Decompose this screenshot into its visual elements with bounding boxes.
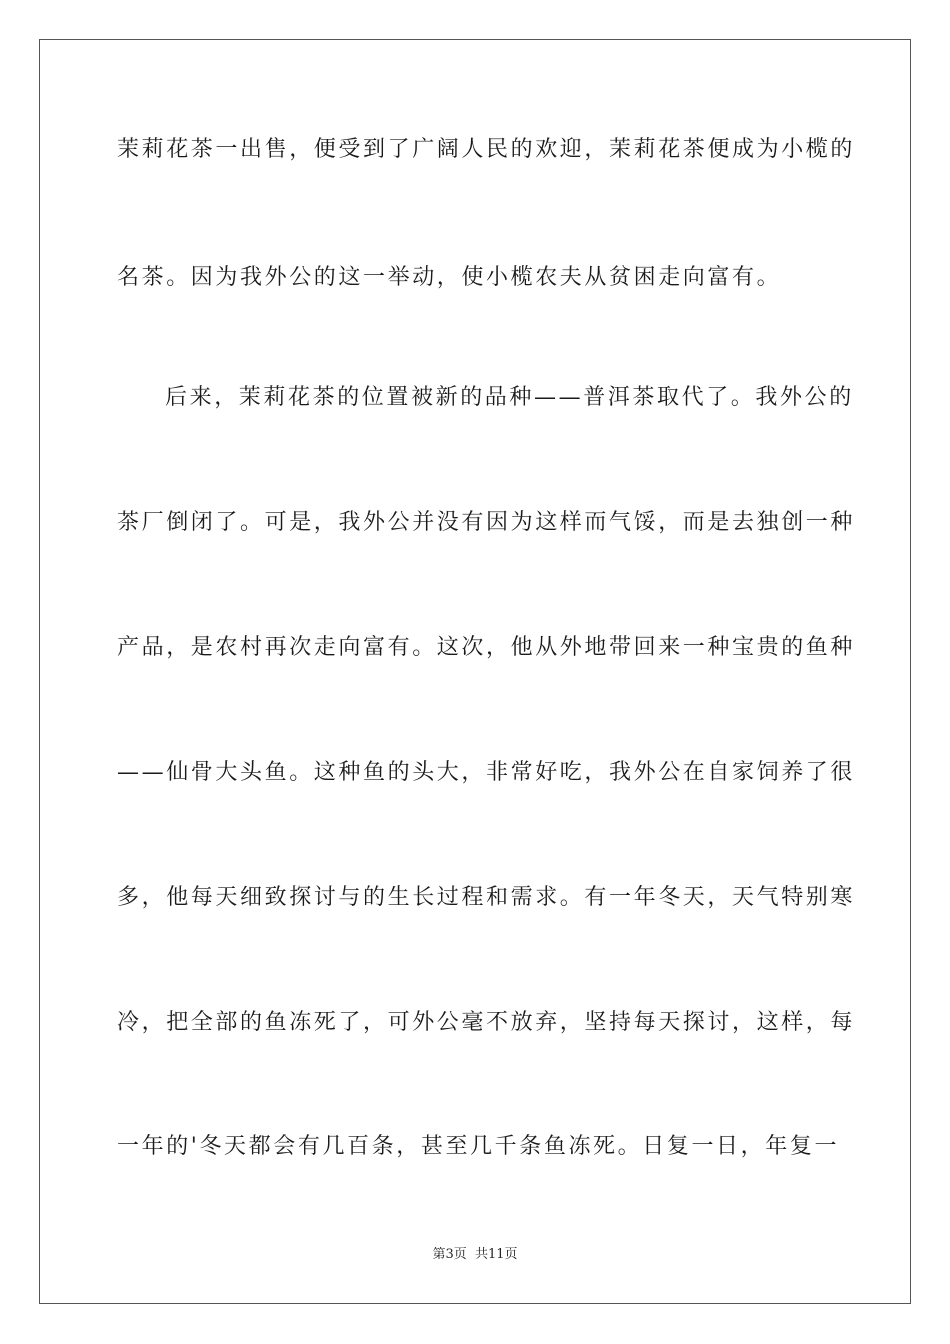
text-line-7: 多，他每天细致探讨与的生长过程和需求。有一年冬天，天气特别寒 bbox=[117, 885, 856, 910]
text-line-9: 一年的'冬天都会有几百条，甚至几千条鱼冻死。日复一日，年复一 bbox=[117, 1134, 840, 1159]
page-border bbox=[39, 39, 911, 1304]
text-line-2: 名茶。因为我外公的这一举动，使小榄农夫从贫困走向富有。 bbox=[117, 265, 782, 290]
text-line-5: 产品，是农村再次走向富有。这次，他从外地带回来一种宝贵的鱼种 bbox=[117, 635, 856, 660]
page-number: 第3页 bbox=[432, 1247, 467, 1262]
text-line-8: 冷，把全部的鱼冻死了，可外公毫不放弃，坚持每天探讨，这样，每 bbox=[117, 1010, 856, 1035]
text-line-1: 茉莉花茶一出售，便受到了广阔人民的欢迎，茉莉花茶便成为小榄的 bbox=[117, 137, 856, 162]
page-footer bbox=[0, 1246, 950, 1264]
text-line-6: ——仙骨大头鱼。这种鱼的头大，非常好吃，我外公在自家饲养了很 bbox=[117, 760, 856, 785]
text-line-4: 茶厂倒闭了。可是，我外公并没有因为这样而气馁，而是去独创一种 bbox=[117, 510, 856, 535]
page-total: 共11页 bbox=[474, 1247, 518, 1262]
text-line-3: 后来，茉莉花茶的位置被新的品种——普洱茶取代了。我外公的 bbox=[165, 385, 854, 410]
